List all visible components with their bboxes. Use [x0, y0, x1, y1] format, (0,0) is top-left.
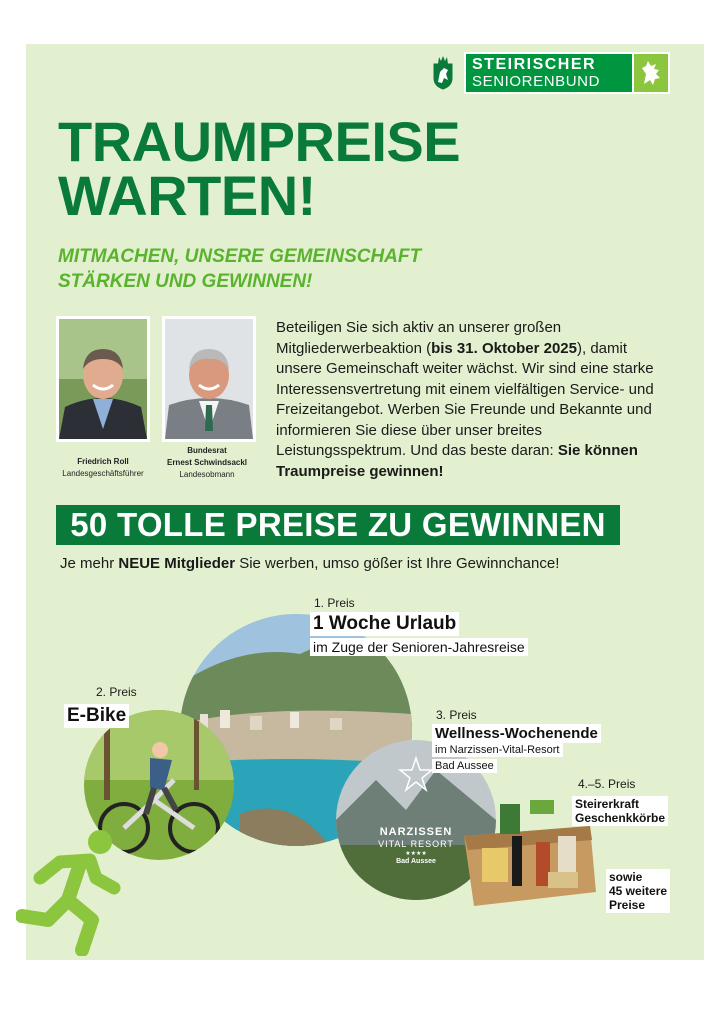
person2-name: Ernest Schwindsackl — [166, 458, 248, 467]
more-prizes-line3: Preise — [609, 898, 646, 912]
resort-logo-name: NARZISSEN — [379, 826, 453, 838]
prize3-subtitle2: Bad Aussee — [432, 759, 497, 773]
prize2-title: E-Bike — [64, 704, 129, 728]
more-prizes — [606, 869, 670, 913]
tagline-bold: NEUE Mitglieder — [118, 555, 236, 572]
prize1-title: 1 Woche Urlaub — [310, 612, 459, 636]
prize1-rank: 1. Preis — [314, 596, 355, 610]
intro-paragraph — [276, 318, 676, 482]
person1-name: Friedrich Roll — [77, 457, 129, 466]
prize4-rank: 4.–5. Preis — [578, 777, 636, 791]
intro-part2: ), damit unsere Gemeinschaft weiter wächst. Wir sind eine starke Interessensvertretung mit einem vielfältigen Service- und Freizeitangebot. Werben Sie Freunde und Bekannte und informieren Sie diese über unser breites Leistungsspektrum. Und das beste daran: — [276, 339, 654, 459]
intro-deadline: bis 31. Oktober 2025 — [431, 339, 577, 357]
subhead-line1: MITMACHEN, UNSERE GEMEINSCHAFT — [58, 246, 422, 267]
more-prizes-line1: sowie — [609, 870, 643, 884]
person2-role: Landesobmann — [179, 470, 235, 479]
headline-line2: WARTEN! — [58, 164, 316, 227]
portrait-ernest-schwindsackl — [162, 316, 256, 442]
subheadline — [58, 244, 421, 294]
prize2-rank: 2. Preis — [96, 685, 137, 699]
subhead-line2: STÄRKEN UND GEWINNEN! — [58, 271, 313, 292]
steirischer-seniorenbund-logo[interactable] — [430, 52, 670, 94]
caption-friedrich-roll — [48, 456, 158, 480]
logo-line1: STEIRISCHER — [472, 55, 597, 73]
prize3-subtitle1: im Narzissen-Vital-Resort — [432, 743, 563, 757]
person1-role: Landesgeschäftsführer — [62, 469, 144, 478]
tagline-after: Sie werben, umso gößer ist Ihre Gewinnchance! — [235, 555, 560, 572]
prize4-title-line2: Geschenkkörbe — [575, 811, 666, 825]
prize3-rank: 3. Preis — [436, 708, 477, 722]
portrait-friedrich-roll — [56, 316, 150, 442]
prize4-title-line1: Steirerkraft — [575, 797, 640, 811]
resort-logo-stars: ★★★★ — [405, 851, 427, 857]
running-person-icon — [16, 828, 128, 956]
panther-icon — [638, 58, 664, 88]
tagline-before: Je mehr — [60, 555, 119, 572]
intro-closing: Sie können Traumpreise gewinnen! — [276, 442, 638, 480]
prize3-title: Wellness-Wochenende — [432, 724, 601, 743]
prize4-title — [572, 796, 668, 826]
logo-line2: SENIORENBUND — [472, 72, 601, 90]
main-headline — [58, 110, 461, 227]
more-prizes-line2: 45 weitere — [609, 884, 668, 898]
prize1-subtitle: im Zuge der Senioren-Jahresreise — [310, 638, 528, 656]
prizes-banner: 50 TOLLE PREISE ZU GEWINNEN — [56, 505, 620, 545]
tagline — [60, 555, 559, 572]
resort-logo-place: Bad Aussee — [396, 858, 436, 865]
intro-part1: Beteiligen Sie sich aktiv an unserer großen Mitgliederwerbeaktion ( — [276, 319, 562, 357]
person2-title: Bundesrat — [187, 446, 227, 455]
caption-ernest-schwindsackl — [152, 445, 262, 481]
headline-line1: TRAUMPREISE — [58, 110, 461, 173]
resort-logo-sub: VITAL RESORT — [378, 839, 454, 849]
styrian-crest-icon — [430, 54, 456, 92]
